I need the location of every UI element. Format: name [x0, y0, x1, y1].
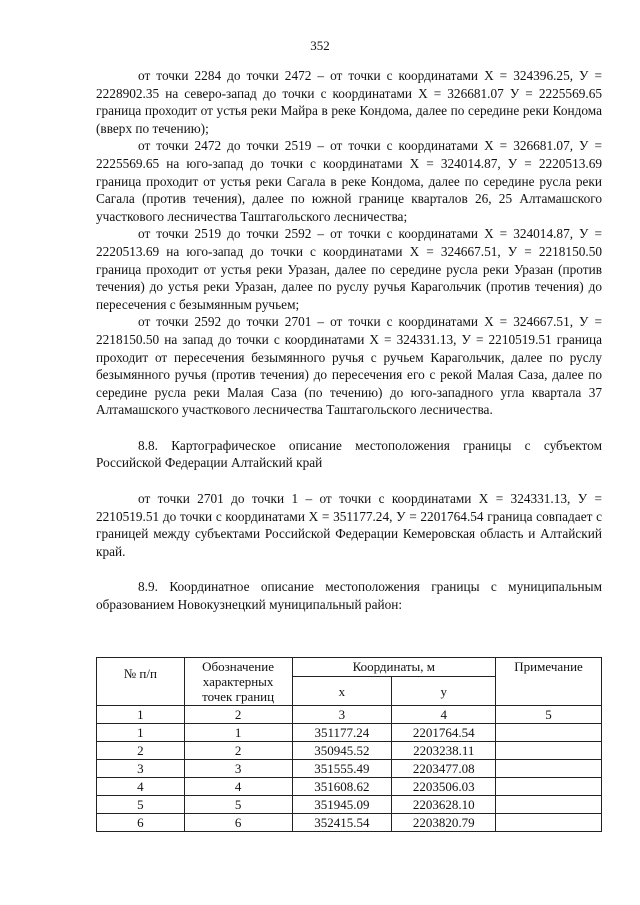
- col-number: 4: [392, 706, 496, 724]
- table-row: [97, 778, 602, 796]
- header-coords: Координаты, м: [292, 658, 496, 677]
- col-number: 5: [496, 706, 602, 724]
- cell-y: 2203506.03: [392, 778, 496, 796]
- cell-x: 350945.52: [292, 742, 392, 760]
- paragraph-3: от точки 2519 до точки 2592 – от точки с координатами Х = 324014.87, У = 2220513.69 на юго-запад до точки с координатами Х = 324667.51, У = 2218150.50 граница проходит от устья реки Уразан, далее по середине русла реки Уразан (против течения) до устья реки Уразан, далее по руслу ручья Карагольчик (против течения) до пересечения с безымянным ручьем;: [96, 226, 602, 312]
- paragraph-1: от точки 2284 до точки 2472 – от точки с координатами Х = 324396.25, У = 2228902.35 на северо-запад до точки с координатами Х = 326681.07 У = 2225569.65 граница проходит от устья реки Майра в реке Кондома, далее по середине реки Кондома (вверх по течению);: [96, 68, 602, 136]
- cell-y: 2203820.79: [392, 814, 496, 832]
- cell-note: [496, 796, 602, 814]
- header-designation: Обозначение характерных точек границ: [184, 658, 292, 706]
- table-column-number-row: [97, 706, 602, 724]
- cell-num: 1: [97, 724, 185, 742]
- document-body: [96, 67, 602, 614]
- cell-num: 4: [97, 778, 185, 796]
- header-note: Примечание: [496, 658, 602, 706]
- table-row: [97, 814, 602, 832]
- cell-x: 351555.49: [292, 760, 392, 778]
- cell-point: 6: [184, 814, 292, 832]
- header-num: № п/п: [97, 658, 185, 706]
- col-number: 2: [184, 706, 292, 724]
- table-row: [97, 724, 602, 742]
- coordinates-table: [96, 657, 602, 832]
- cell-y: 2203628.10: [392, 796, 496, 814]
- cell-x: 351945.09: [292, 796, 392, 814]
- cell-y: 2203477.08: [392, 760, 496, 778]
- table-row: [97, 796, 602, 814]
- cell-note: [496, 742, 602, 760]
- col-number: 3: [292, 706, 392, 724]
- cell-x: 351608.62: [292, 778, 392, 796]
- cell-num: 6: [97, 814, 185, 832]
- cell-num: 5: [97, 796, 185, 814]
- cell-x: 351177.24: [292, 724, 392, 742]
- section-8-8-heading: 8.8. Картографическое описание местоположения границы с субъектом Российской Федерации Алтайский край: [96, 437, 602, 471]
- col-number: 1: [97, 706, 185, 724]
- paragraph-4: от точки 2592 до точки 2701 – от точки с координатами Х = 324667.51, У = 2218150.50 на запад до точки с координатами Х = 324331.13, У = 2210519.51 граница проходит от пересечения безымянного ручья с ручьем Карагольчик, далее по руслу безымянного ручья (против течения) до пересечения его с рекой Малая Саза, далее по середине русла реки Малая Саза (по течению) до юго-западного угла квартала 37 Алтамашского участкового лесничества Таштагольского лесничества.: [96, 314, 602, 418]
- cell-point: 1: [184, 724, 292, 742]
- section-8-8-text: от точки 2701 до точки 1 – от точки с координатами Х = 324331.13, У = 2210519.51 до точки с координатами Х = 351177.24, У = 2201764.54 граница совпадает с границей между субъектами Российской Федерации Кемеровская область и Алтайский край.: [96, 491, 602, 559]
- paragraph-2: от точки 2472 до точки 2519 – от точки с координатами Х = 326681.07, У = 2225569.65 на юго-запад до точки с координатами Х = 324014.87, У = 2220513.69 граница проходит от устья реки Сагала в реке Кондома, далее по середине русла реки Сагала (против течения), далее по южной границе кварталов 26, 25 Алтамашского участкового лесничества Таштагольского лесничества;: [96, 138, 602, 224]
- cell-note: [496, 760, 602, 778]
- cell-num: 3: [97, 760, 185, 778]
- table-row: [97, 742, 602, 760]
- section-8-9-heading: 8.9. Координатное описание местоположения границы с муниципальным образованием Новокузнецкий муниципальный район:: [96, 579, 602, 613]
- cell-point: 5: [184, 796, 292, 814]
- table-row: [97, 760, 602, 778]
- cell-num: 2: [97, 742, 185, 760]
- table-header-row: [97, 658, 602, 677]
- cell-point: 4: [184, 778, 292, 796]
- cell-point: 2: [184, 742, 292, 760]
- header-x: x: [292, 677, 392, 706]
- header-y: y: [392, 677, 496, 706]
- cell-x: 352415.54: [292, 814, 392, 832]
- page-number: 352: [310, 38, 330, 53]
- cell-note: [496, 814, 602, 832]
- cell-note: [496, 724, 602, 742]
- cell-y: 2203238.11: [392, 742, 496, 760]
- cell-point: 3: [184, 760, 292, 778]
- cell-y: 2201764.54: [392, 724, 496, 742]
- cell-note: [496, 778, 602, 796]
